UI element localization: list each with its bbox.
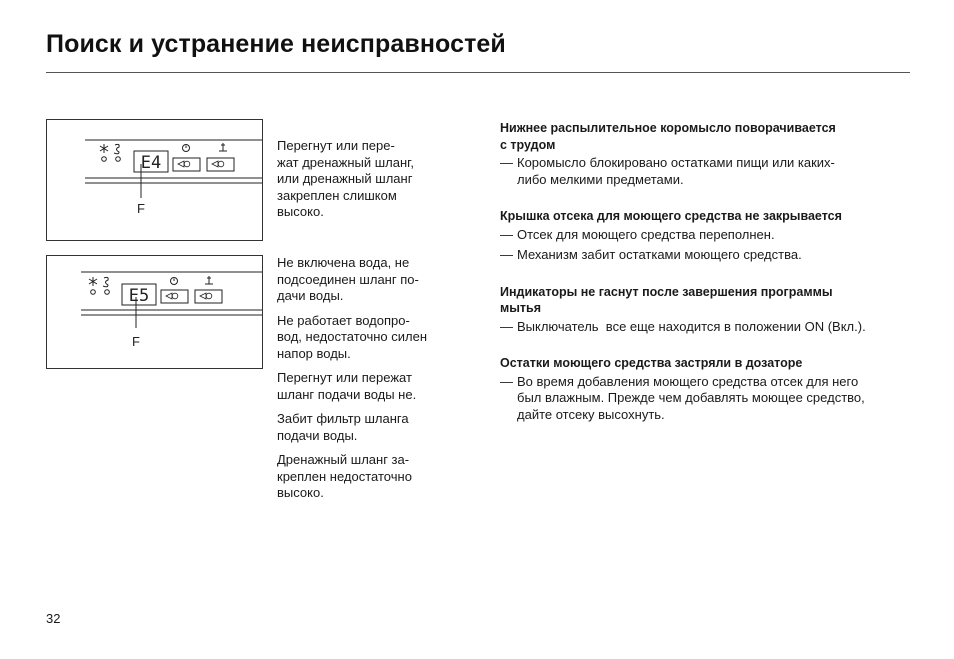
causes-group-e4	[277, 138, 457, 255]
indicator-led-2	[105, 290, 110, 295]
program-button-1	[173, 158, 200, 171]
cause-text: Не включена вода, не подсоединен шланг по- дачи воды.	[277, 255, 419, 303]
list-item: — Во время добавления моющего средства отсек для него был влажным. Прежде чем добавлять моющее средство, дайте отсеку высохнуть.	[500, 373, 865, 422]
asterisk-icon	[100, 144, 108, 153]
control-panel-diagram-e4	[46, 119, 263, 241]
display-code: E5	[128, 286, 150, 306]
section-heading: Нижнее распылительное коромысло поворачивается с трудом	[500, 121, 836, 152]
troubleshooting-list	[500, 120, 912, 443]
section-heading: Крышка отсека для моющего средства не закрывается	[500, 209, 842, 223]
section-detergent-lid	[500, 208, 912, 264]
page-number: 32	[46, 611, 61, 626]
list-item: — Выключатель все еще находится в положении ON (Вкл.).	[500, 318, 866, 334]
section-heading: Остатки моющего средства застряли в дозаторе	[500, 356, 803, 370]
section-spray-arm	[500, 120, 912, 188]
control-panel-diagram-e5	[46, 255, 263, 369]
salt-icon	[114, 144, 119, 153]
list-item: — Механизм забит остатками моющего средства.	[500, 247, 802, 262]
program-button-2	[195, 290, 222, 303]
clock-icon	[171, 278, 178, 285]
cause-text: Перегнут или пере- жат дренажный шланг, или дренажный шланг закреплен слишком высоко.	[277, 138, 414, 219]
section-detergent-residue	[500, 355, 912, 423]
cause-column	[277, 138, 457, 510]
cause-text: Не работает водопро- вод, недостаточно силен напор воды.	[277, 312, 428, 361]
pointer-label: F	[137, 201, 145, 216]
section-indicators	[500, 284, 912, 336]
cause-text: Дренажный шланг за- креплен недостаточно высоко.	[277, 452, 412, 500]
cause-text: Забит фильтр шланга подачи воды.	[277, 411, 409, 443]
section-heading: Индикаторы не гаснут после завершения программы мытья	[500, 284, 833, 315]
indicator-led-2	[116, 157, 121, 162]
program-button-1	[161, 290, 188, 303]
anchor-icon	[219, 143, 227, 151]
pointer-label: F	[132, 334, 140, 349]
list-item: — Коромысло блокировано остатками пищи или каких- либо мелкими предметами.	[500, 155, 835, 187]
asterisk-icon	[89, 277, 97, 286]
indicator-led-1	[91, 290, 96, 295]
cause-text: Перегнут или пережат шланг подачи воды не.	[277, 370, 417, 402]
clock-icon	[183, 145, 190, 152]
list-item: — Отсек для моющего средства переполнен.	[500, 226, 775, 242]
program-button-2	[207, 158, 234, 171]
salt-icon	[103, 277, 108, 286]
display-code: E4	[140, 153, 162, 173]
page-title: Поиск и устранение неисправностей	[46, 30, 506, 58]
title-divider	[46, 72, 910, 73]
anchor-icon	[205, 276, 213, 284]
indicator-led-1	[102, 157, 107, 162]
causes-group-e5	[277, 255, 457, 502]
